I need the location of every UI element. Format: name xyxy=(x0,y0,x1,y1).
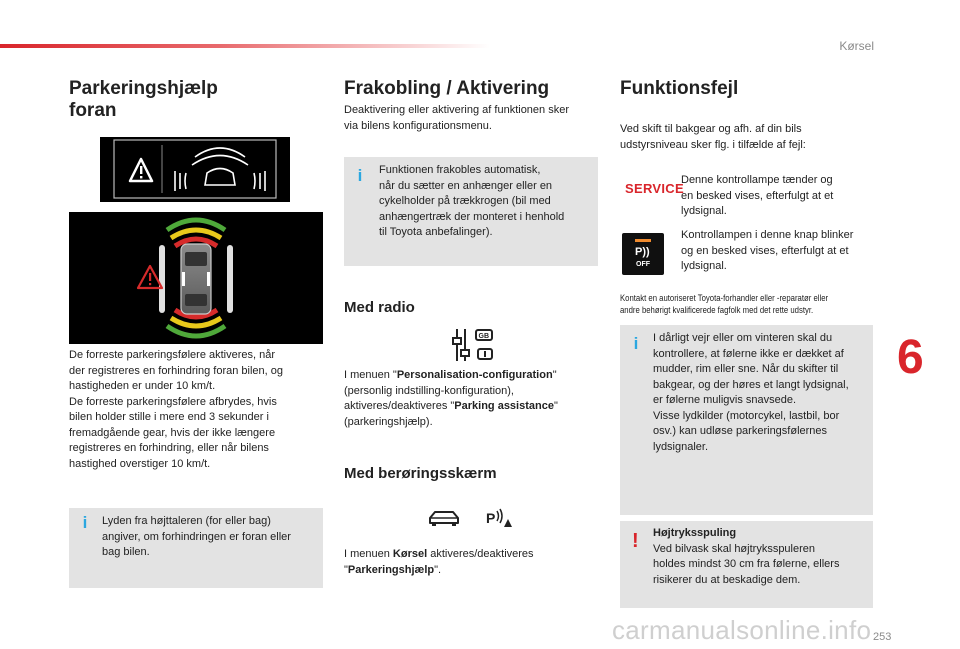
parking-off-button-icon xyxy=(622,233,664,275)
info-box-trailer xyxy=(344,157,598,266)
page-number: 253 xyxy=(873,631,892,643)
dashboard-display-image xyxy=(100,137,290,202)
deactivation-intro xyxy=(344,103,569,134)
text-line: risikerer du at beskadige dem. xyxy=(653,573,801,586)
malfunction-intro xyxy=(620,122,806,153)
text-line: I menuen Kørsel aktiveres/deaktiveres xyxy=(344,548,534,560)
parking-symbol: P)) xyxy=(635,246,650,258)
text-line: til Toyota anbefalinger). xyxy=(379,226,493,238)
text-line: Denne kontrollampe tænder og xyxy=(681,174,833,186)
text-line: via bilens konfigurationsmenu. xyxy=(344,119,492,132)
text-line: Kontakt en autoriseret Toyota-forhandler eller -reparatør eller xyxy=(620,293,829,303)
text-line: andre behørigt kvalificerede fagfolk med det rette udstyr. xyxy=(620,305,814,315)
text-line: "Parkeringshjælp". xyxy=(344,563,442,576)
off-button-description xyxy=(681,228,853,275)
text-line: holdes mindst 30 cm fra følerne, ellers xyxy=(653,558,840,570)
warning-triangle-icon xyxy=(138,266,162,288)
text-line: angiver, om forhindringen er foran eller xyxy=(102,530,291,543)
parking-sensor-icon xyxy=(486,507,514,534)
svg-text:P: P xyxy=(486,510,496,526)
text-line: osv.) kan udløse parkeringsfølernes xyxy=(653,425,828,437)
text-line: anhængertræk der monteret i henhold xyxy=(379,210,565,223)
off-label: OFF xyxy=(636,261,650,268)
text-line: fremadgående gear, hvis der ikke længere xyxy=(69,426,276,439)
text-line: Visse lydkilder (motorcykel, lastbil, bor xyxy=(653,409,840,422)
text-line: der registreres en forhindring foran bilen, og xyxy=(69,364,284,377)
text-line: aktiveres/deaktiveres "Parking assistance" xyxy=(344,400,558,412)
section-title-deactivation: Frakobling / Aktivering xyxy=(344,78,550,99)
text-line: hastigheden er under 10 km/t. xyxy=(69,380,216,392)
text-line: bag bilen. xyxy=(102,546,150,558)
text-line: lydsignal. xyxy=(681,260,727,272)
text-line: og en besked vises, efterfulgt at et xyxy=(681,244,849,257)
text-line: I dårligt vejr eller om vinteren skal du xyxy=(653,332,833,344)
text-line: Deaktivering eller aktivering af funktionen sker xyxy=(344,104,570,116)
warning-box-pressure-wash xyxy=(620,521,873,608)
car-sensor-icon xyxy=(175,148,265,191)
text-line: De forreste parkeringsfølere afbrydes, hvis xyxy=(69,395,277,408)
info-icon: i xyxy=(357,166,363,185)
service-lamp-description xyxy=(681,173,833,220)
info-box-speaker xyxy=(69,508,323,588)
text-line: (parkeringshjælp). xyxy=(344,415,433,428)
parking-sensor-screen-image xyxy=(69,212,323,344)
indicator-bar xyxy=(635,239,651,242)
service-warning-lamp: SERVICE xyxy=(625,181,684,196)
chapter-title: Kørsel xyxy=(839,39,874,53)
text-line: Lyden fra højttaleren (for eller bag) xyxy=(102,515,271,527)
text-line: Ved bilvask skal højtryksspuleren xyxy=(653,542,816,555)
text-line: cykelholder på trækkrogen (bil med xyxy=(379,195,551,207)
text-line: registreres en forhindring, eller når bilens xyxy=(69,442,269,454)
text-line: når du sætter en anhænger eller en xyxy=(379,179,553,192)
watermark: carmanualsonline.info xyxy=(612,615,872,645)
warning-title: Højtryksspuling xyxy=(653,527,737,539)
info-icon: i xyxy=(82,513,88,532)
text-line: I menuen "Personalisation-configuration" xyxy=(344,369,557,381)
text-line: Ved skift til bakgear og afh. af din bils xyxy=(620,123,802,135)
front-sensors-description xyxy=(69,348,283,472)
text-line: bilen holder stille i mere end 3 sekunder i xyxy=(69,411,269,423)
touchscreen-menu-description xyxy=(344,547,534,578)
chapter-number: 6 xyxy=(897,331,924,384)
contact-dealer-note xyxy=(620,292,828,316)
radio-menu-description xyxy=(344,368,558,430)
text-line: kontrollere, at følerne ikke er dækket af xyxy=(653,347,844,360)
svg-text:GB: GB xyxy=(478,333,489,340)
text-line: lydsignaler. xyxy=(653,440,709,453)
settings-sliders-icon xyxy=(449,326,497,369)
exclamation-icon: ! xyxy=(632,530,639,552)
text-line: bakgear, og der høres et langt lydsignal, xyxy=(653,378,849,391)
text-line: lydsignal. xyxy=(681,205,727,217)
text-line: (personlig indstilling-konfiguration), xyxy=(344,384,514,397)
section-title-front-parking xyxy=(69,78,218,122)
warning-triangle-icon xyxy=(130,159,152,181)
info-box-weather xyxy=(620,325,873,515)
text-line: mudder, rim eller sne. Når du skifter til xyxy=(653,363,839,375)
title-line: Parkeringshjælp xyxy=(69,78,218,99)
text-line: De forreste parkeringsfølere aktiveres, når xyxy=(69,349,276,361)
section-title-malfunction: Funktionsfejl xyxy=(620,78,739,99)
text-line: udstyrsniveau sker flg. i tilfælde af fejl: xyxy=(620,138,806,151)
title-line: foran xyxy=(69,100,117,121)
text-line: Kontrollampen i denne knap blinker xyxy=(681,229,854,241)
text-line: Funktionen frakobles automatisk, xyxy=(379,164,541,176)
subtitle-radio: Med radio xyxy=(344,299,415,316)
header-accent-bar xyxy=(0,44,490,48)
info-icon: i xyxy=(633,334,639,353)
text-line: hastighed overstiger 10 km/t. xyxy=(69,457,211,470)
subtitle-touchscreen: Med berøringsskærm xyxy=(344,465,497,482)
text-line: er følerne muligvis snavsede. xyxy=(653,394,797,406)
car-outline-icon xyxy=(427,508,461,533)
text-line: en besked vises, efterfulgt at et xyxy=(681,189,834,202)
